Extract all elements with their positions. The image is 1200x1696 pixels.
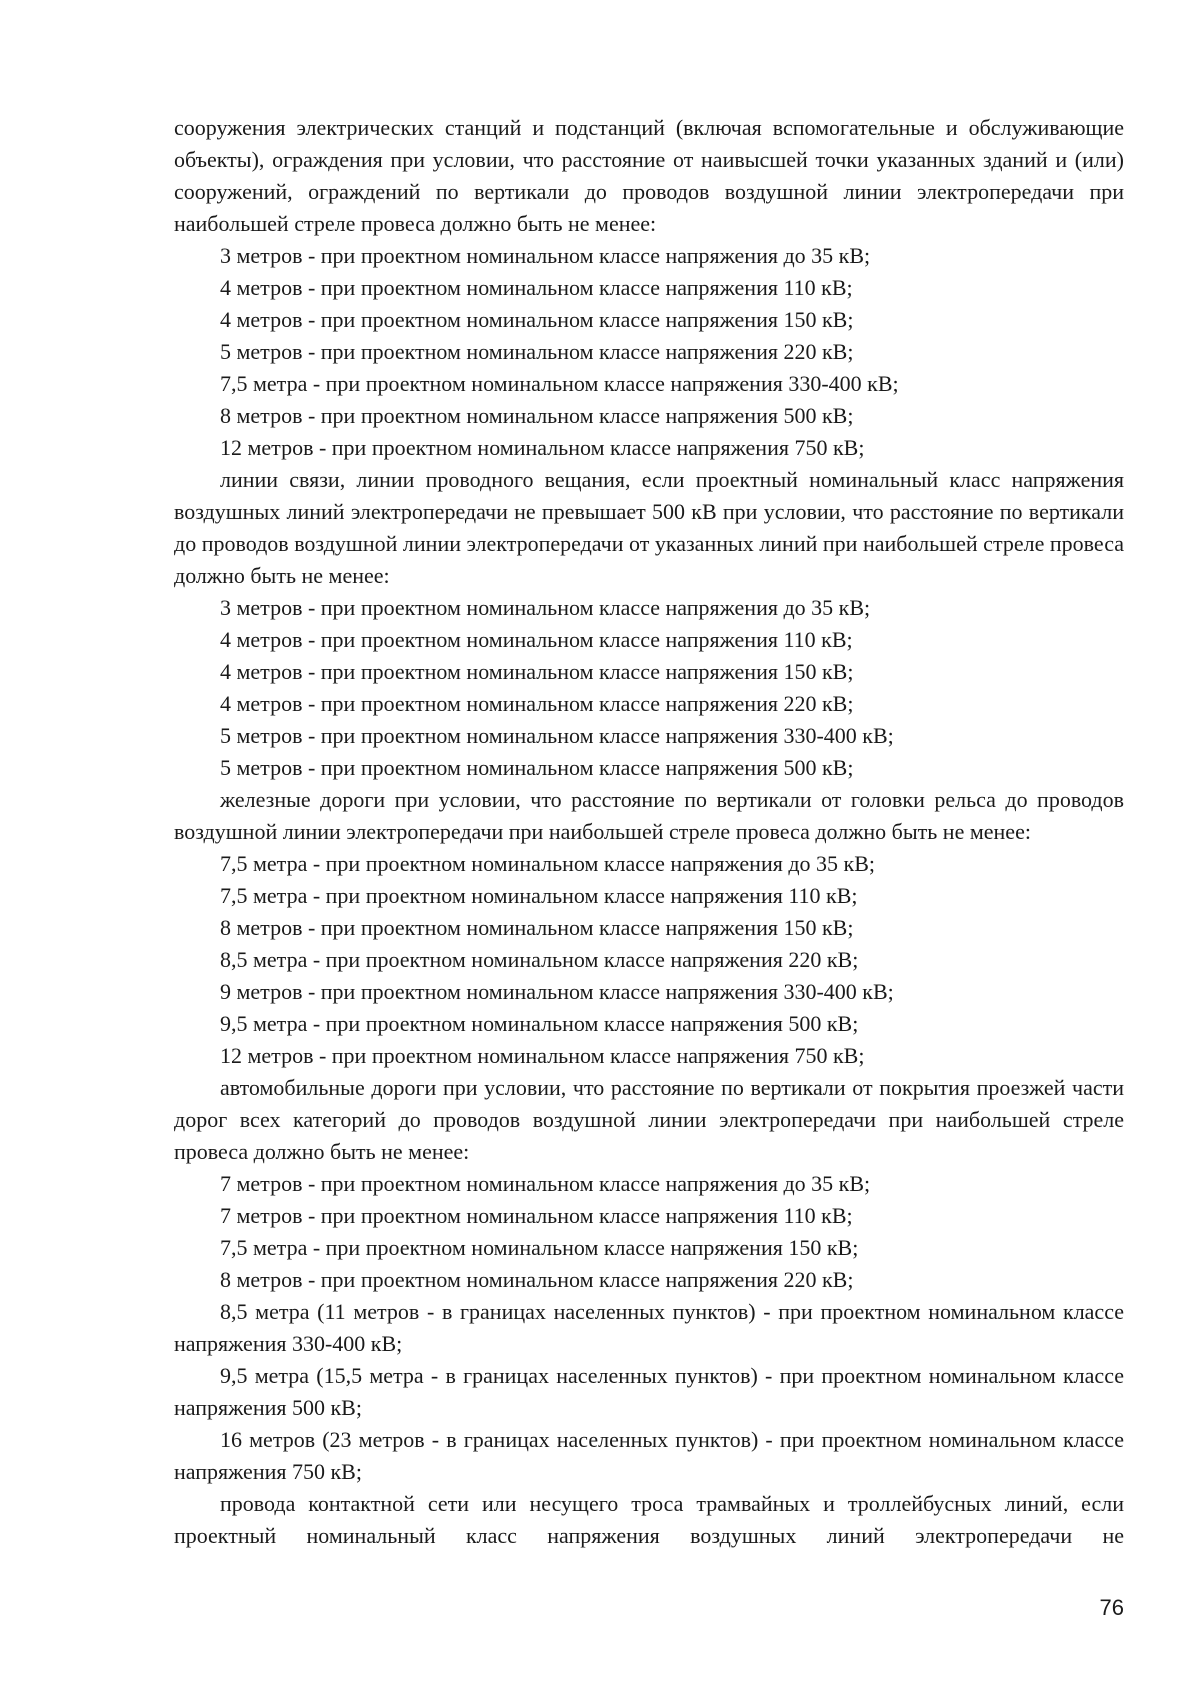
paragraph: железные дороги при условии, что расстояние по вертикали от головки рельса до проводов воздушной линии электропередачи при наибольшей стреле провеса должно быть не менее: — [174, 787, 1124, 844]
paragraph: 5 метров - при проектном номинальном классе напряжения 220 кВ; — [220, 339, 854, 364]
document-body — [174, 112, 1124, 1552]
paragraph: 3 метров - при проектном номинальном классе напряжения до 35 кВ; — [220, 595, 871, 620]
paragraph: 5 метров - при проектном номинальном классе напряжения 500 кВ; — [220, 755, 854, 780]
paragraph: 8 метров - при проектном номинальном классе напряжения 220 кВ; — [220, 1267, 854, 1292]
paragraph: 7,5 метра - при проектном номинальном классе напряжения до 35 кВ; — [220, 851, 876, 876]
paragraph: 3 метров - при проектном номинальном классе напряжения до 35 кВ; — [220, 243, 871, 268]
paragraph: 7,5 метра - при проектном номинальном классе напряжения 110 кВ; — [220, 883, 858, 908]
paragraph: 7,5 метра - при проектном номинальном классе напряжения 330-400 кВ; — [220, 371, 899, 396]
paragraph: 7 метров - при проектном номинальном классе напряжения до 35 кВ; — [220, 1171, 871, 1196]
paragraph: 9,5 метра (15,5 метра - в границах населенных пунктов) - при проектном номинальном классе напряжения 500 кВ; — [174, 1363, 1124, 1420]
paragraph: 12 метров - при проектном номинальном классе напряжения 750 кВ; — [220, 435, 865, 460]
paragraph: 16 метров (23 метров - в границах населенных пунктов) - при проектном номинальном классе напряжения 750 кВ; — [174, 1427, 1124, 1484]
paragraph: сооружения электрических станций и подстанций (включая вспомогательные и обслуживающие объекты), ограждения при условии, что расстояние от наивысшей точки указанных зданий и (или) сооружений, ограждений по вертикали до проводов воздушной линии электропередачи при наибольшей стреле провеса должно быть не менее: — [174, 115, 1124, 236]
paragraph: 8 метров - при проектном номинальном классе напряжения 500 кВ; — [220, 403, 854, 428]
paragraph: 8,5 метра - при проектном номинальном классе напряжения 220 кВ; — [220, 947, 859, 972]
paragraph: 7,5 метра - при проектном номинальном классе напряжения 150 кВ; — [220, 1235, 859, 1260]
paragraph: провода контактной сети или несущего троса трамвайных и троллейбусных линий, если проектный номинальный класс напряжения воздушных линий электропередачи не — [174, 1491, 1124, 1548]
paragraph: 9,5 метра - при проектном номинальном классе напряжения 500 кВ; — [220, 1011, 859, 1036]
paragraph: 7 метров - при проектном номинальном классе напряжения 110 кВ; — [220, 1203, 853, 1228]
paragraph: 8 метров - при проектном номинальном классе напряжения 150 кВ; — [220, 915, 854, 940]
paragraph: 4 метров - при проектном номинальном классе напряжения 150 кВ; — [220, 307, 854, 332]
paragraph: линии связи, линии проводного вещания, если проектный номинальный класс напряжения воздушных линий электропередачи не превышает 500 кВ при условии, что расстояние по вертикали до проводов воздушной линии электропередачи от указанных линий при наибольшей стреле провеса должно быть не менее: — [174, 467, 1124, 588]
paragraph: 4 метров - при проектном номинальном классе напряжения 150 кВ; — [220, 659, 854, 684]
paragraph: 4 метров - при проектном номинальном классе напряжения 110 кВ; — [220, 627, 853, 652]
page-number: 76 — [1099, 1595, 1124, 1620]
paragraph: 9 метров - при проектном номинальном классе напряжения 330-400 кВ; — [220, 979, 894, 1004]
paragraph: 4 метров - при проектном номинальном классе напряжения 220 кВ; — [220, 691, 854, 716]
paragraph: 5 метров - при проектном номинальном классе напряжения 330-400 кВ; — [220, 723, 894, 748]
paragraph: автомобильные дороги при условии, что расстояние по вертикали от покрытия проезжей части дорог всех категорий до проводов воздушной линии электропередачи при наибольшей стреле провеса должно быть не менее: — [174, 1075, 1124, 1164]
paragraph: 4 метров - при проектном номинальном классе напряжения 110 кВ; — [220, 275, 853, 300]
paragraph: 12 метров - при проектном номинальном классе напряжения 750 кВ; — [220, 1043, 865, 1068]
paragraph: 8,5 метра (11 метров - в границах населенных пунктов) - при проектном номинальном классе напряжения 330-400 кВ; — [174, 1299, 1124, 1356]
